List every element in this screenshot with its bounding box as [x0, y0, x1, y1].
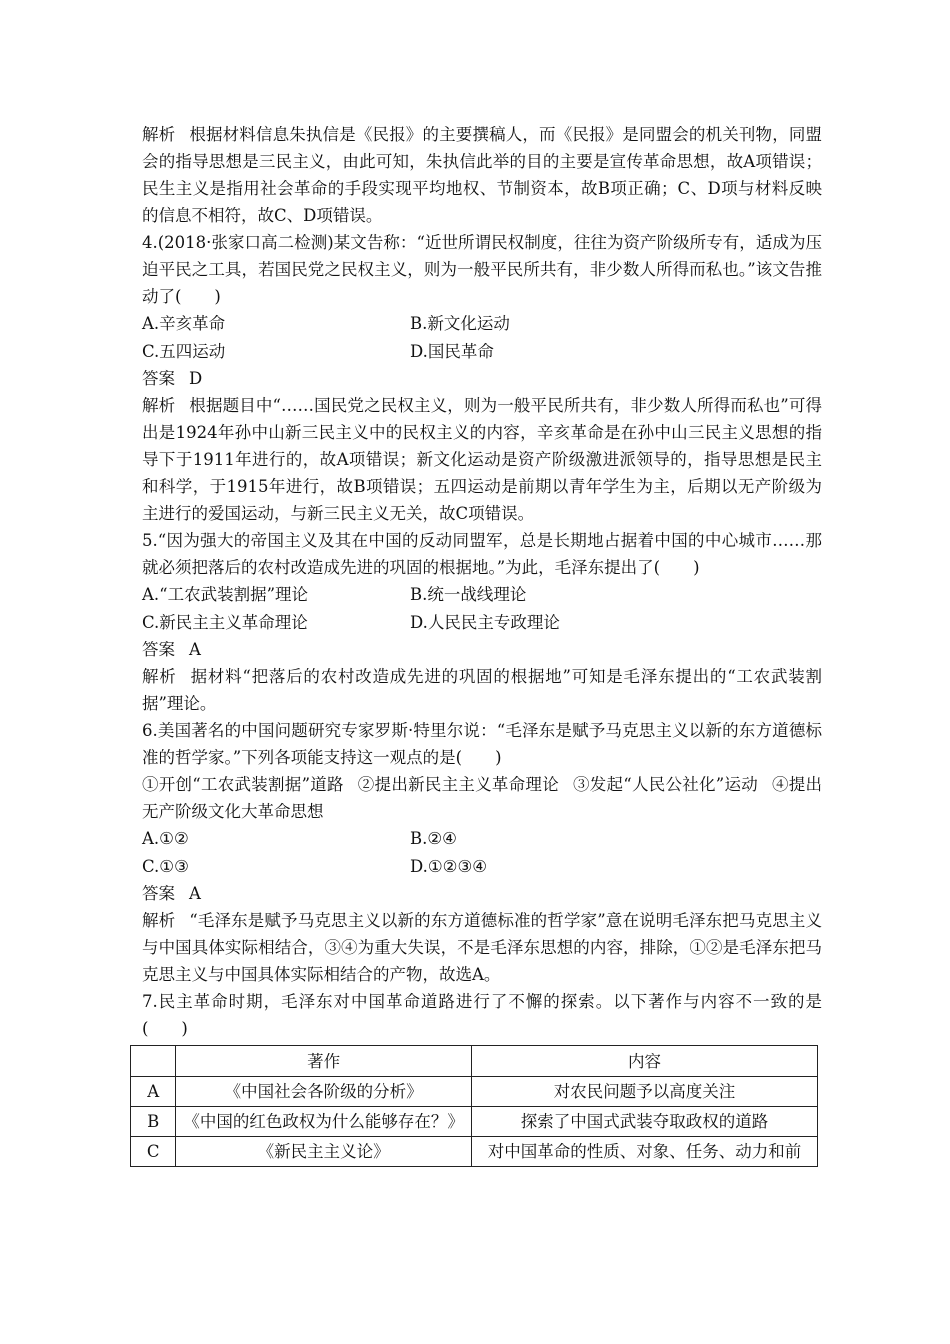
analysis-label: 解析 — [142, 667, 177, 686]
analysis-label: 解析 — [142, 125, 176, 144]
q6-option-c: C.①③ — [142, 856, 189, 876]
q5-option-a: A.“工农武装割据”理论 — [142, 585, 309, 604]
q6-option-a: A.①② — [142, 829, 189, 848]
q6-statement-2: ②提出新民主主义革命理论 — [357, 775, 559, 794]
q3-analysis: 解析 根据材料信息朱执信是《民报》的主要撰稿人，而《民报》是同盟会的机关刊物，同盟会的指导思想是三民主义，由此可知，朱执信此举的目的主要是宣传革命思想，故A项错误；民生主义是指用社会革命的手段实现平均地权、节制资本，故B项正确；C、D项与材料反映的信息不相符，故C、D项错误。 — [142, 125, 823, 225]
q6-options — [142, 825, 822, 880]
table-cell: 《中国的红色政权为什么能够存在？》 — [176, 1107, 472, 1137]
q5-option-c: C.新民主主义革命理论 — [142, 612, 308, 632]
table-cell: C — [131, 1137, 176, 1167]
answer-label: 答案 — [142, 369, 175, 388]
table-cell: 《新民主主义论》 — [176, 1137, 472, 1167]
table-header-cell — [131, 1046, 176, 1077]
q6-option-b: B.②④ — [410, 829, 457, 848]
q6-statement-1: ①开创“工农武装割据”道路 — [142, 775, 344, 794]
q7-table — [130, 1045, 818, 1167]
table-cell: B — [131, 1107, 176, 1137]
q6-statements — [142, 771, 822, 825]
document-content — [142, 121, 822, 1167]
q4-stem: 4.(2018·张家口高二检测)某文告称：“近世所谓民权制度，往往为资产阶级所专有，适成为压迫平民之工具，若国民党之民权主义，则为一般平民所共有，非少数人所得而私也。”该文告推动了( ) — [142, 233, 822, 306]
table-row — [131, 1107, 818, 1137]
table-cell: 对农民问题予以高度关注 — [471, 1077, 817, 1107]
q5-stem: 5.“因为强大的帝国主义及其在中国的反动同盟军，总是长期地占据着中国的中心城市……那就必须把落后的农村改造成先进的巩固的根据地。”为此，毛泽东提出了( ) — [142, 531, 822, 577]
table-row — [131, 1077, 818, 1107]
q6-analysis: 解析 “毛泽东是赋予马克思主义以新的东方道德标准的哲学家”意在说明毛泽东把马克思主义与中国具体实际相结合，③④为重大失误，不是毛泽东思想的内容，排除，①②是毛泽东把马克思主义与中国具体实际相结合的产物，故选A。 — [142, 911, 822, 984]
answer-label: 答案 — [142, 640, 175, 659]
q6-statement-3: ③发起“人民公社化”运动 — [572, 775, 758, 794]
q6-stem: 6.美国著名的中国问题研究专家罗斯·特里尔说：“毛泽东是赋予马克思主义以新的东方道德标准的哲学家。”下列各项能支持这一观点的是( ) — [142, 721, 822, 767]
q4-analysis: 解析 根据题目中“……国民党之民权主义，则为一般平民所共有，非少数人所得而私也”可得出是1924年孙中山新三民主义中的民权主义的内容，辛亥革命是在孙中山三民主义思想的指导下于1911年进行的，故A项错误；新文化运动是资产阶级激进派领导的，指导思想是民主和科学，于1915年进行，故B项错误；五四运动是前期以青年学生为主，后期以无产阶级为主进行的爱国运动，与新三民主义无关，故C项错误。 — [142, 396, 822, 523]
q6-statement-4: ④提出无产阶级文化大革命思想 — [142, 775, 823, 821]
q4-option-c: C.五四运动 — [142, 341, 226, 361]
q7-stem: 7.民主革命时期，毛泽东对中国革命道路进行了不懈的探索。以下著作与内容不一致的是( ) — [142, 992, 822, 1038]
q6-answer: 答案 A — [142, 884, 201, 903]
table-cell: 探索了中国式武装夺取政权的道路 — [471, 1107, 817, 1137]
q4-option-a: A.辛亥革命 — [142, 314, 226, 333]
table-cell: 《中国社会各阶级的分析》 — [176, 1077, 472, 1107]
table-header-cell: 内容 — [471, 1046, 817, 1077]
table-row — [131, 1137, 818, 1167]
table-header-cell: 著作 — [176, 1046, 472, 1077]
analysis-label: 解析 — [142, 911, 176, 930]
table-cell: A — [131, 1077, 176, 1107]
answer-label: 答案 — [142, 884, 175, 903]
q4-option-b: B.新文化运动 — [410, 314, 510, 333]
q5-option-b: B.统一战线理论 — [410, 585, 527, 604]
q4-option-d: D.国民革命 — [410, 341, 494, 361]
table-header-row — [131, 1046, 818, 1077]
q5-options — [142, 581, 822, 636]
q5-answer: 答案 A — [142, 640, 201, 659]
q5-analysis: 解析 据材料“把落后的农村改造成先进的巩固的根据地”可知是毛泽东提出的“工农武装割据”理论。 — [142, 667, 823, 713]
table-cell: 对中国革命的性质、对象、任务、动力和前 — [471, 1137, 817, 1167]
q4-answer: 答案 D — [142, 369, 203, 388]
q4-options — [142, 310, 822, 365]
q6-option-d: D.①②③④ — [410, 856, 488, 876]
q5-option-d: D.人民民主专政理论 — [410, 612, 560, 632]
analysis-label: 解析 — [142, 396, 176, 415]
